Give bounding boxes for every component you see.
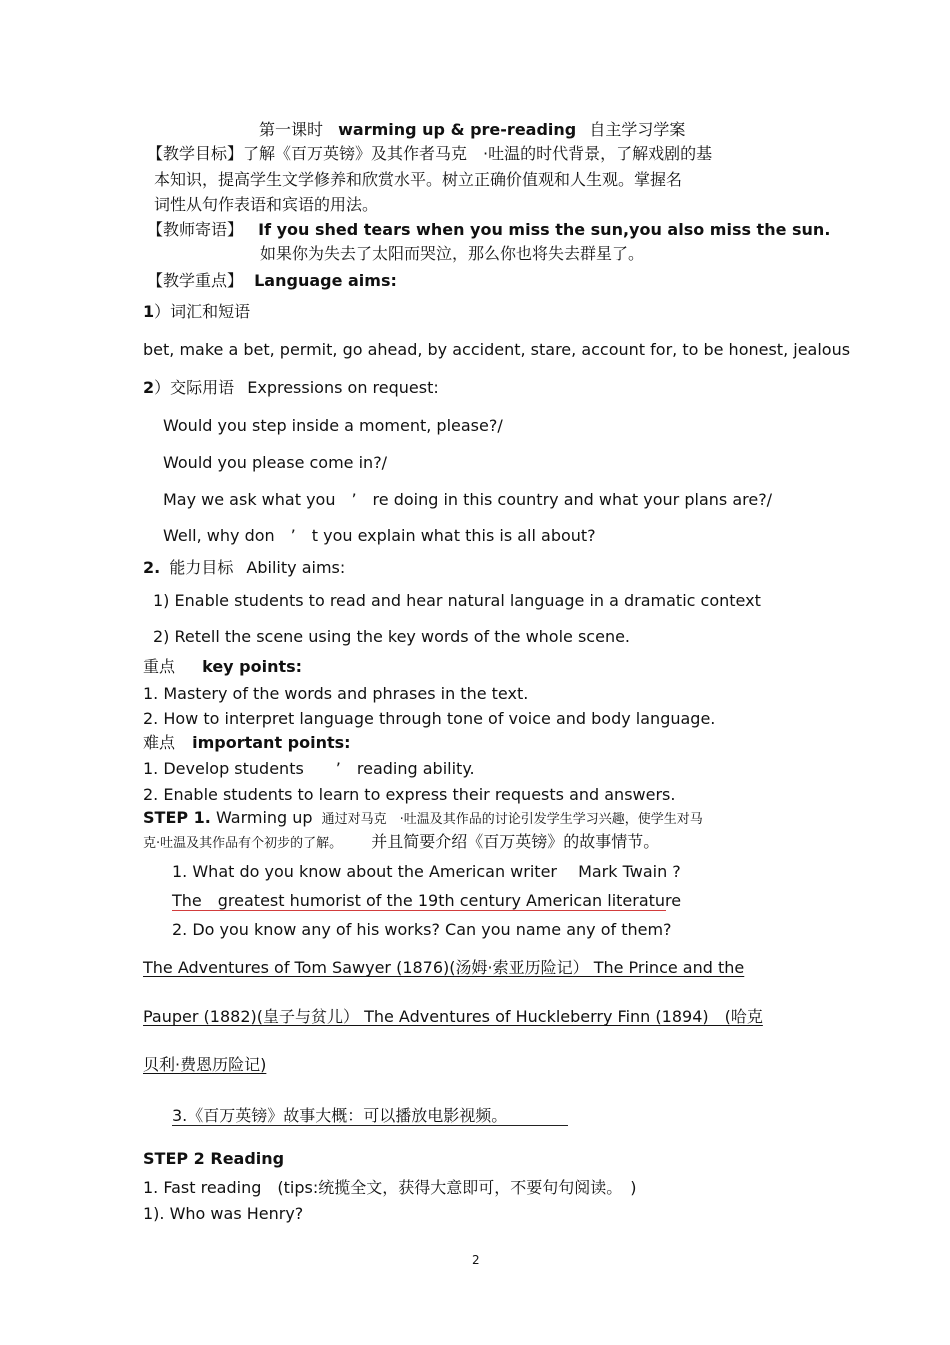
key-points-label: 重点 [143, 657, 176, 676]
step1-question-2: 2. Do you know any of his works? Can you name any of them? [172, 920, 672, 939]
works-line1: The Adventures of Tom Sawyer (1876)(汤姆·索亚历险记） The Prince and the [143, 958, 745, 977]
key-focus-label: 【教学重点】 [147, 271, 244, 290]
step1-heading [143, 808, 703, 830]
step1-label: STEP 1. [143, 808, 211, 827]
motto-label: 【教师寄语】 [147, 220, 244, 239]
expressions-heading [143, 378, 439, 398]
step1-desc2a: 克·吐温及其作品有个初步的了解。 [143, 836, 343, 851]
step1-title: Warming up [215, 808, 313, 827]
objectives-line2: 本知识，提高学生文学修养和欣赏水平。树立正确价值观和人生观。掌握名 [154, 170, 683, 189]
key-points-heading [143, 657, 302, 677]
key-point-item: 1. Mastery of the words and phrases in the text. [143, 684, 529, 703]
motto-chinese: 如果你为失去了太阳而哭泣，那么你也将失去群星了。 [260, 244, 645, 263]
vocab-list: bet, make a bet, permit, go ahead, by accident, stare, account for, to be honest, jealous [143, 340, 851, 359]
header-part3: 自主学习学案 [589, 120, 686, 139]
ability-num: 2. [143, 558, 161, 577]
step1-desc-line2 [143, 832, 659, 854]
step1-desc1: 通过对马克 ·吐温及其作品的讨论引发学生学习兴趣，使学生对马 [321, 812, 703, 827]
important-points-title: important points: [192, 733, 351, 752]
important-point-item: 2. Enable students to learn to express their requests and answers. [143, 785, 676, 804]
fast-reading-line: 1. Fast reading (tips:统揽全文，获得大意即可，不要句句阅读。 ) [143, 1178, 637, 1197]
step2-heading: STEP 2 Reading [143, 1149, 285, 1168]
works-line2: Pauper (1882)(皇子与贫儿） The Adventures of Huckleberry Finn (1894) (哈克 [143, 1007, 763, 1026]
vocab-num: 1 [143, 302, 155, 321]
important-points-label: 难点 [143, 733, 176, 752]
expressions-num: 2 [143, 378, 155, 397]
motto-line [147, 220, 830, 240]
ability-item: 1) Enable students to read and hear natural language in a dramatic context [153, 591, 761, 610]
lesson-header [259, 120, 685, 140]
vocab-title: ）词汇和短语 [154, 302, 251, 321]
ability-title: 能力目标 [169, 558, 234, 577]
expression-item: Would you step inside a moment, please?/ [163, 416, 503, 435]
vocab-heading [143, 302, 250, 322]
key-focus-line [147, 271, 397, 291]
answer-underline [172, 910, 666, 911]
key-points-title: key points: [202, 657, 303, 676]
key-focus-title: Language aims: [254, 271, 397, 290]
step2-question-1: 1). Who was Henry? [143, 1204, 304, 1223]
expression-item: May we ask what you ’ re doing in this country and what your plans are?/ [163, 490, 773, 509]
objectives-line3: 词性从句作表语和宾语的用法。 [154, 195, 379, 214]
expressions-title-en: Expressions on request: [247, 378, 439, 397]
important-point-item: 1. Develop students ’ reading ability. [143, 759, 475, 778]
step1-desc2b: 并且简要介绍《百万英镑》的故事情节。 [371, 832, 660, 851]
page-number: 2 [472, 1253, 480, 1267]
motto-english: If you shed tears when you miss the sun,you also miss the sun. [258, 220, 831, 239]
ability-heading [143, 558, 345, 578]
expressions-title: ）交际用语 [154, 378, 235, 397]
step1-question-1: 1. What do you know about the American writer Mark Twain ? [172, 862, 681, 881]
expression-item: Well, why don ’ t you explain what this is all about? [163, 526, 596, 545]
objectives-line1: 【教学目标】了解《百万英镑》及其作者马克 ·吐温的时代背景，了解戏剧的基 [147, 144, 713, 163]
question3-underline [172, 1125, 568, 1126]
key-point-item: 2. How to interpret language through tone of voice and body language. [143, 709, 716, 728]
header-part2: warming up & pre-reading [338, 120, 577, 139]
ability-item: 2) Retell the scene using the key words of the whole scene. [153, 627, 631, 646]
header-part1: 第一课时 [259, 120, 324, 139]
ability-title-en: Ability aims: [246, 558, 346, 577]
step1-answer-1: The greatest humorist of the 19th century American literature [172, 891, 682, 910]
expression-item: Would you please come in?/ [163, 453, 388, 472]
important-points-heading [143, 733, 351, 753]
works-line3: 贝利·费恩历险记) [143, 1055, 267, 1074]
step1-question-3: 3.《百万英镑》故事大概：可以播放电影视频。 [172, 1106, 508, 1125]
